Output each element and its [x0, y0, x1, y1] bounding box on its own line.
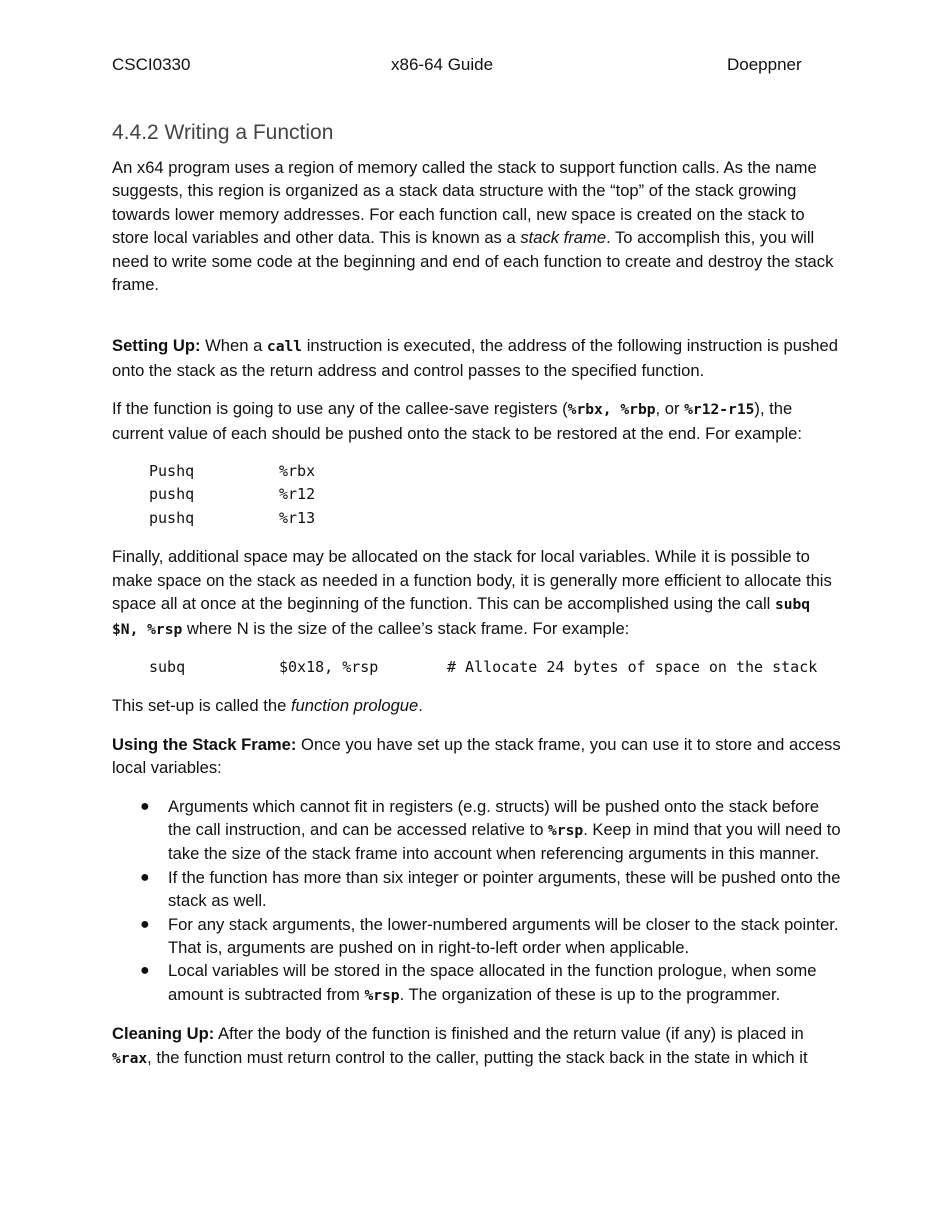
code-op: pushq [149, 485, 195, 504]
cleanup-paragraph [112, 1022, 842, 1070]
list-item [112, 913, 842, 960]
cleanup-label: Cleaning Up: [112, 1024, 215, 1044]
allocation-paragraph [112, 545, 842, 641]
code-line [149, 460, 842, 483]
r12-code: %r12-r15 [684, 401, 755, 419]
code-line [149, 483, 842, 506]
setup-text: When a [200, 336, 267, 356]
code-op: subq [149, 657, 186, 676]
call-code: call [266, 338, 303, 356]
using-label: Using the Stack Frame: [112, 734, 297, 754]
intro-text: An x64 program uses a region of memory called the stack to support function calls. As the name suggests, this region is organized as a stack data structure with the “top” of the stack growing towards lower memory addresses. For each function call, new space is created on the stack to store local variables and other data. This is known as a [112, 158, 817, 248]
code-op: Pushq [149, 462, 195, 481]
setup-text-end: instruction is executed, the address of the following instruction is pushed onto the stack as the return address and control passes to the specified function. [112, 336, 838, 380]
intro-paragraph [112, 156, 842, 296]
item-text-end: . Keep in mind that you will need to take the size of the stack frame into account when referencing arguments in this manner. [168, 819, 841, 864]
item-text: For any stack arguments, the lower-numbered arguments will be closer to the stack pointer. That is, arguments are pushed on in right-to-left order when applicable. [168, 914, 839, 957]
list-item [112, 959, 842, 1007]
code-arg: $0x18, %rsp [279, 657, 379, 676]
allocation-text: Finally, additional space may be allocated on the stack for local variables. While it is possible to make space on the stack as needed in a function body, it is generally more efficient to allocate this space all at once at the beginning of the function. This can be accomplished using the call [112, 547, 832, 614]
using-paragraph [112, 733, 842, 780]
code-line [149, 507, 842, 530]
prologue-paragraph [112, 694, 842, 717]
item-text: Local variables will be stored in the space allocated in the function prologue, when some amount is subtracted from [168, 961, 817, 1004]
subq-code: subq $N, %rsp [112, 596, 811, 638]
callee-text-or: , or [655, 399, 685, 419]
item-text: Arguments which cannot fit in registers (e.g. structs) will be pushed onto the stack before the call instruction, and can be accessed relative to [168, 796, 820, 839]
callee-save-paragraph [112, 397, 842, 445]
bullet-icon: ● [140, 962, 150, 980]
intro-emphasis: stack frame [520, 228, 607, 248]
allocation-text-end: where N is the size of the callee’s stack frame. For example: [182, 618, 630, 638]
setup-paragraph [112, 334, 842, 382]
prologue-period: . [418, 696, 423, 716]
regs-code: %rbx, %rbp [567, 401, 656, 419]
code-arg: %r12 [279, 485, 316, 504]
bullet-icon: ● [140, 868, 150, 886]
subq-code-block [149, 656, 842, 679]
code-arg: %r13 [279, 508, 316, 527]
header-author: Doeppner [727, 55, 802, 74]
item-text: If the function has more than six integer or pointer arguments, these will be pushed onto the stack as well. [168, 867, 841, 911]
push-code-block [149, 460, 842, 530]
section-title: 4.4.2 Writing a Function [112, 121, 334, 144]
code-comment: # Allocate 24 bytes of space on the stack [447, 657, 818, 676]
document-body [112, 118, 842, 1070]
list-item [112, 866, 842, 913]
rax-code: %rax [112, 1049, 148, 1067]
cleanup-text-end: , the function must return control to the caller, putting the stack back in the state in which it [147, 1047, 808, 1067]
header-title: x86-64 Guide [391, 55, 494, 74]
cleanup-text: After the body of the function is finished and the return value (if any) is placed in [214, 1024, 804, 1044]
intro-text-end: . To accomplish this, you will need to write some code at the beginning and end of each function to create and destroy the stack frame. [112, 228, 834, 295]
stack-frame-list [112, 795, 842, 1008]
code-arg: %rbx [279, 462, 316, 481]
rsp-code: %rsp [548, 821, 584, 839]
rsp-code: %rsp [364, 986, 400, 1004]
bullet-icon: ● [140, 915, 150, 933]
item-text-end: . The organization of these is up to the programmer. [399, 984, 781, 1004]
bullet-icon: ● [140, 797, 150, 815]
setup-label: Setting Up: [112, 336, 201, 356]
list-item [112, 795, 842, 866]
using-text: Once you have set up the stack frame, you can use it to store and access local variables: [112, 734, 841, 778]
prologue-text: This set-up is called the [112, 696, 291, 716]
prologue-emphasis: function prologue [290, 696, 419, 716]
callee-text-end: ), the current value of each should be pushed onto the stack to be restored at the end. For example: [112, 399, 802, 443]
code-op: pushq [149, 508, 195, 527]
callee-text: If the function is going to use any of the callee-save registers ( [112, 399, 568, 419]
code-line [149, 656, 842, 679]
header-course: CSCI0330 [112, 55, 191, 74]
